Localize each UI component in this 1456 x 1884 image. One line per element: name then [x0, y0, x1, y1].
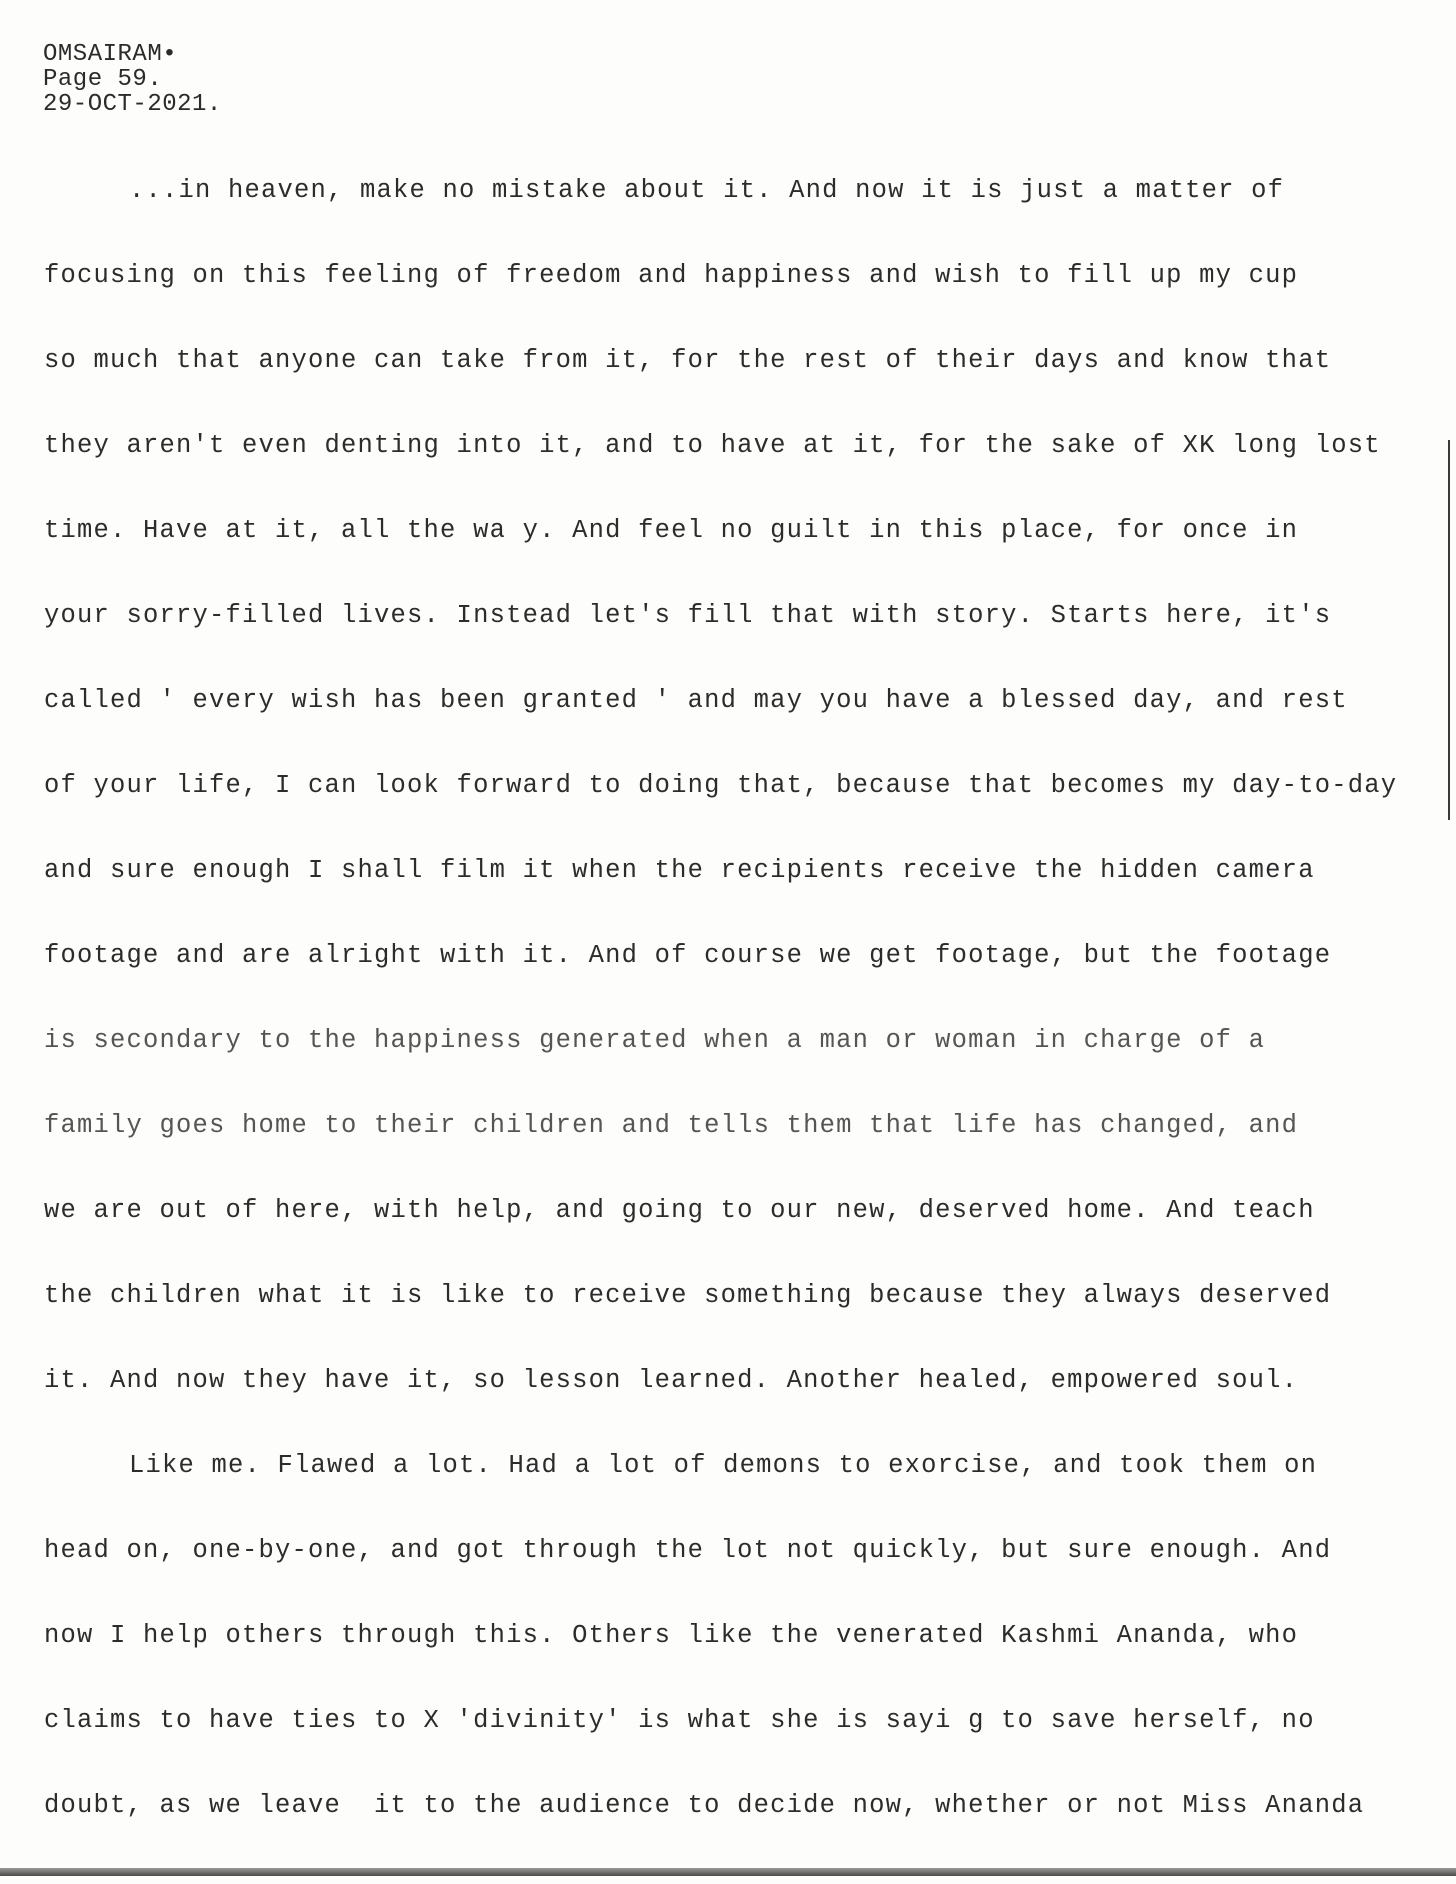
- text-line: now I help others through this. Others like the venerated Kashmi Ananda, who: [44, 1621, 1299, 1650]
- text-line: so much that anyone can take from it, for the rest of their days and know that: [44, 346, 1332, 375]
- text-line: focusing on this feeling of freedom and happiness and wish to fill up my cup: [44, 261, 1299, 290]
- text-line: footage and are alright with it. And of course we get footage, but the footage: [44, 941, 1332, 970]
- text-line: it. And now they have it, so lesson learned. Another healed, empowered soul.: [44, 1366, 1299, 1395]
- text-line: Like me. Flawed a lot. Had a lot of demons to exorcise, and took them on: [129, 1451, 1318, 1480]
- text-line: of your life, I can look forward to doing that, because that becomes my day-to-day: [44, 771, 1398, 800]
- text-line: called ' every wish has been granted ' and may you have a blessed day, and rest: [44, 686, 1348, 715]
- text-line: the children what it is like to receive something because they always deserved: [44, 1281, 1332, 1310]
- text-line: we are out of here, with help, and going to our new, deserved home. And teach: [44, 1196, 1315, 1225]
- scan-bottom-edge: [0, 1868, 1456, 1876]
- text-line: time. Have at it, all the wa y. And feel no guilt in this place, for once in: [44, 516, 1299, 545]
- text-line: your sorry-filled lives. Instead let's fill that with story. Starts here, it's: [44, 601, 1332, 630]
- text-line: ...in heaven, make no mistake about it. And now it is just a matter of: [129, 176, 1285, 205]
- header-title: OMSAIRAM•: [43, 41, 178, 68]
- text-line: and sure enough I shall film it when the recipients receive the hidden camera: [44, 856, 1315, 885]
- text-line: is secondary to the happiness generated when a man or woman in charge of a: [44, 1026, 1266, 1055]
- margin-mark: [1448, 440, 1450, 820]
- text-line: head on, one-by-one, and got through the lot not quickly, but sure enough. And: [44, 1536, 1332, 1565]
- header-date: 29-OCT-2021.: [43, 91, 222, 118]
- header-page-number: Page 59.: [43, 66, 163, 93]
- page-header: [43, 42, 222, 117]
- text-line: they aren't even denting into it, and to have at it, for the sake of XK long lost: [44, 431, 1381, 460]
- text-line: claims to have ties to X 'divinity' is what she is sayi g to save herself, no: [44, 1706, 1315, 1735]
- text-line: doubt, as we leave it to the audience to decide now, whether or not Miss Ananda: [44, 1791, 1365, 1820]
- text-line: family goes home to their children and tells them that life has changed, and: [44, 1111, 1299, 1140]
